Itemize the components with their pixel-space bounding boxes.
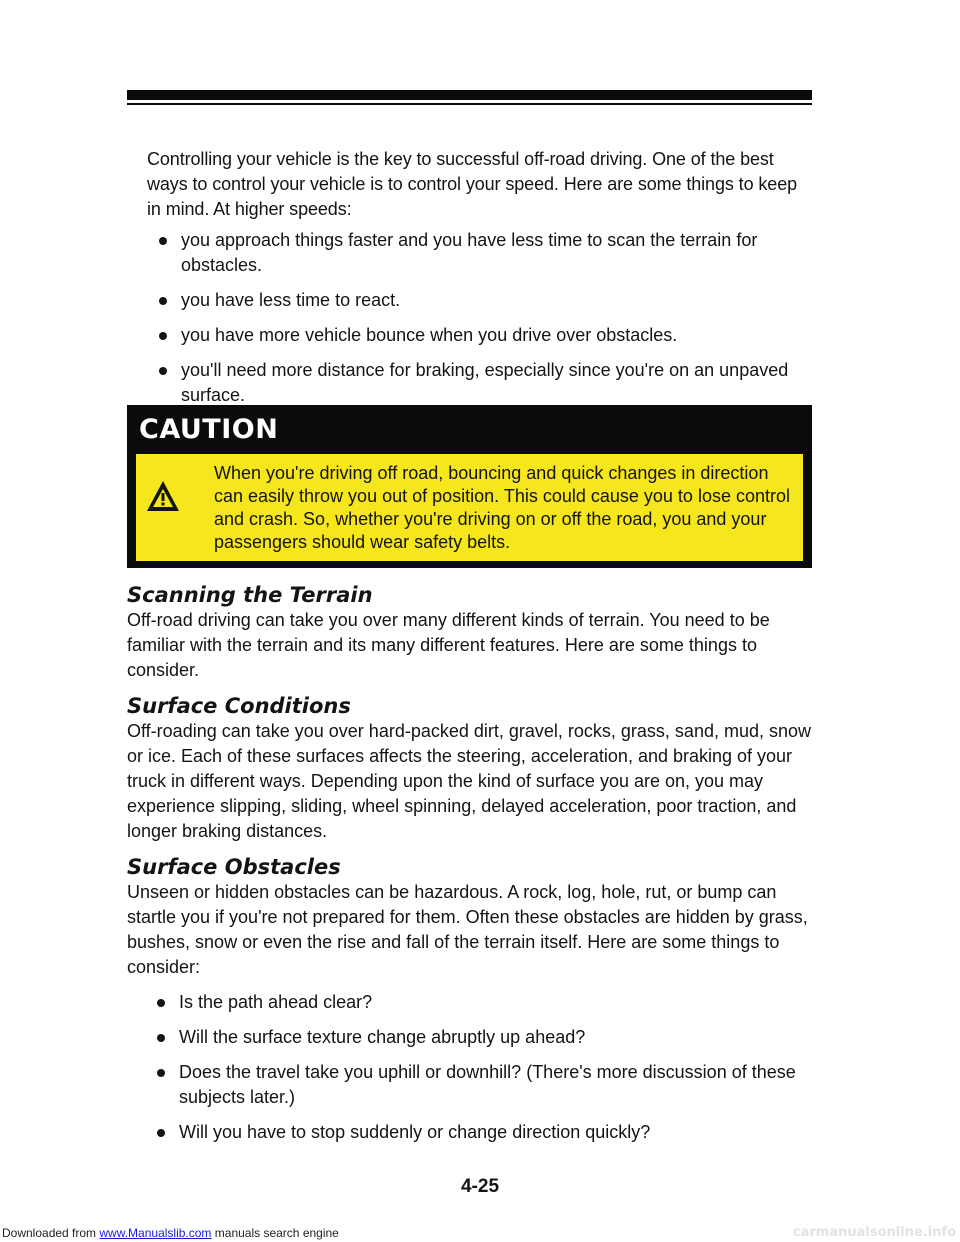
caution-title: CAUTION bbox=[139, 414, 279, 445]
intro-bullet-list bbox=[147, 228, 812, 408]
section-paragraph: Unseen or hidden obstacles can be hazardous. A rock, log, hole, rut, or bump can startle you if you're not prepared for them. Often these obstacles are hidden by grass, bushes, snow or even the rise and fall of the terrain itself. Here are some things to consider: bbox=[127, 882, 808, 977]
bullet-icon bbox=[157, 1034, 165, 1042]
caution-text: When you're driving off road, bouncing and quick changes in direction can easily throw you out of position. This could cause you to lose control and crash. So, whether you're driving on or off the road, you and your passengers should wear safety belts. bbox=[214, 463, 790, 552]
bullet-icon bbox=[159, 237, 167, 245]
section-surface-conditions bbox=[127, 693, 812, 844]
bullet-icon bbox=[159, 297, 167, 305]
section-heading: Surface Conditions bbox=[127, 694, 351, 718]
list-item: Is the path ahead clear? bbox=[155, 990, 812, 1015]
warning-triangle-icon bbox=[146, 480, 180, 512]
bullet-icon bbox=[159, 332, 167, 340]
top-rule bbox=[127, 90, 812, 100]
footer bbox=[0, 1224, 960, 1242]
section-heading: Scanning the Terrain bbox=[127, 583, 373, 607]
list-item: Will you have to stop suddenly or change direction quickly? bbox=[155, 1120, 812, 1145]
list-item: you have less time to react. bbox=[157, 288, 812, 313]
caution-body bbox=[136, 454, 803, 561]
sections bbox=[127, 582, 812, 1155]
list-item: you approach things faster and you have less time to scan the terrain for obstacles. bbox=[157, 228, 812, 278]
section-paragraph: Off-road driving can take you over many different kinds of terrain. You need to be familiar with the terrain and its many different features. Here are some things to consider. bbox=[127, 610, 770, 680]
bullet-icon bbox=[159, 367, 167, 375]
manualslib-link[interactable]: www.Manualslib.com bbox=[99, 1226, 212, 1240]
bullet-icon bbox=[157, 1129, 165, 1137]
caution-box bbox=[127, 405, 812, 568]
footer-download-note: Downloaded from www.Manualslib.com manuals search engine bbox=[2, 1226, 339, 1240]
obstacles-bullet-list bbox=[127, 990, 812, 1145]
list-item: Will the surface texture change abruptly up ahead? bbox=[155, 1025, 812, 1050]
intro-paragraph: Controlling your vehicle is the key to successful off-road driving. One of the best ways to control your vehicle is to control your speed. Here are some things to keep in mind. At higher speeds: bbox=[147, 149, 798, 219]
list-item: Does the travel take you uphill or downhill? (There's more discussion of these subjects later.) bbox=[155, 1060, 812, 1110]
bullet-icon bbox=[157, 999, 165, 1007]
section-paragraph: Off-roading can take you over hard-packed dirt, gravel, rocks, grass, sand, mud, snow or ice. Each of these surfaces affects the steering, acceleration, and braking of your truck in different ways. Depending upon the kind of surface you are on, you may experience slipping, sliding, wheel spinning, delayed acceleration, poor traction, and longer braking distances. bbox=[127, 721, 811, 841]
section-surface-obstacles bbox=[127, 854, 812, 1145]
footer-watermark: carmanualsonline.info bbox=[792, 1225, 956, 1240]
section-scanning-terrain bbox=[127, 582, 812, 683]
list-item: you'll need more distance for braking, especially since you're on an unpaved surface. bbox=[157, 358, 812, 408]
intro-section bbox=[147, 147, 812, 418]
section-heading: Surface Obstacles bbox=[127, 855, 341, 879]
list-item: you have more vehicle bounce when you drive over obstacles. bbox=[157, 323, 812, 348]
page-number: 4-25 bbox=[460, 1176, 500, 1197]
bullet-icon bbox=[157, 1069, 165, 1077]
